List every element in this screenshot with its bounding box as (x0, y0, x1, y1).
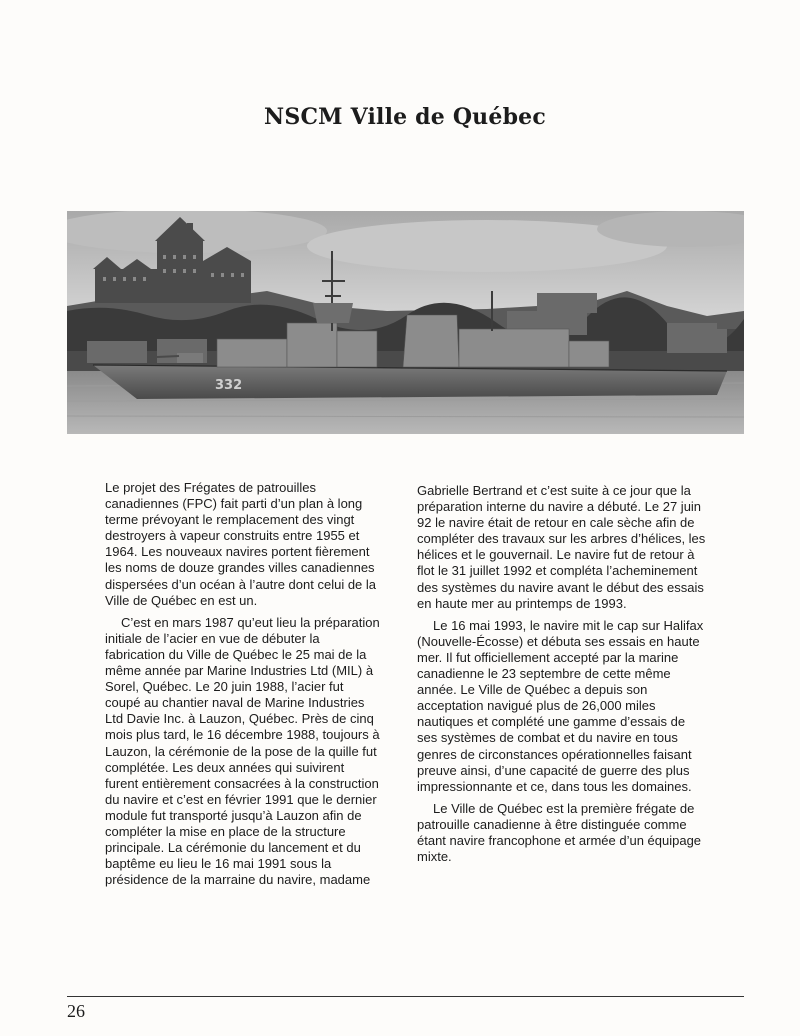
article-column-left (105, 480, 380, 894)
frigate-photo (67, 211, 744, 434)
page-title: NSCM Ville de Québec (264, 104, 546, 130)
article-paragraph: C’est en mars 1987 qu’eut lieu la préparation initiale de l’acier en vue de débuter la fabrication du Ville de Québec le 25 mai de la même année par Marine Industries Ltd (MIL) à Sorel, Québec. Le 20 juin 1988, l’acier fut coupé au chantier naval de Marine Industries Ltd Davie Inc. à Lauzon, Québec. Près de cinq mois plus tard, le 16 décembre 1988, toujours à Lauzon, la cérémonie de la pose de la quille fut complétée. Les deux années qui suivirent furent entièrement consacrées à la construction du navire et c’est en février 1991 que le dernier module fut transporté jusqu’à Lauzon afin de compléter la mise en place de la structure principale. La cérémonie du lancement et du baptême eu lieu le 16 mai 1991 sous la présidence de la marraine du navire, madame (105, 614, 380, 888)
hull-number-label: 332 (215, 378, 243, 393)
article-paragraph: Le projet des Frégates de patrouilles canadiennes (FPC) fait parti d’un plan à long terme prévoyant le remplacement des vingt destroyers à vapeur construits entre 1955 et 1964. Les nouveaux navires portent fièrement les noms de douze grandes villes canadiennes dispersées d’un océan à l’autre dont celui de la Ville de Québec en est un. (105, 480, 377, 608)
article-column-right (417, 483, 707, 871)
article-paragraph: Gabrielle Bertrand et c’est suite à ce jour que la préparation interne du navire a débuté. Le 27 juin 92 le navire était de retour en cale sèche afin de compléter des travaux sur les arbres d’hélices, les hélices et le gouvernail. Le navire fut de retour à flot le 31 juillet 1992 et compléta l’acheminement des systèmes du navire avant le début des essais en haute mer au printemps de 1993. (417, 483, 706, 611)
page-number: 26 (67, 1001, 85, 1021)
footer-divider (67, 996, 744, 997)
article-paragraph: Le 16 mai 1993, le navire mit le cap sur Halifax (Nouvelle-Écosse) et débuta ses essais en haute mer. Il fut officiellement accepté par la marine canadienne le 23 septembre de cette même année. Le Ville de Québec a depuis son acceptation navigué plus de 26,000 miles nautiques et complété une gamme d’essais de ses systèmes de combat et du navire en tous genres de circonstances opérationnelles faisant preuve ainsi, d’une capacité de guerre des plus impressionnante et ce, dans tous les domaines. (417, 617, 704, 794)
article-paragraph: Le Ville de Québec est la première frégate de patrouille canadienne à être distinguée comme étant navire francophone et armée d’un équipage mixte. (417, 800, 702, 865)
frigate-photo-illustration (67, 211, 744, 434)
